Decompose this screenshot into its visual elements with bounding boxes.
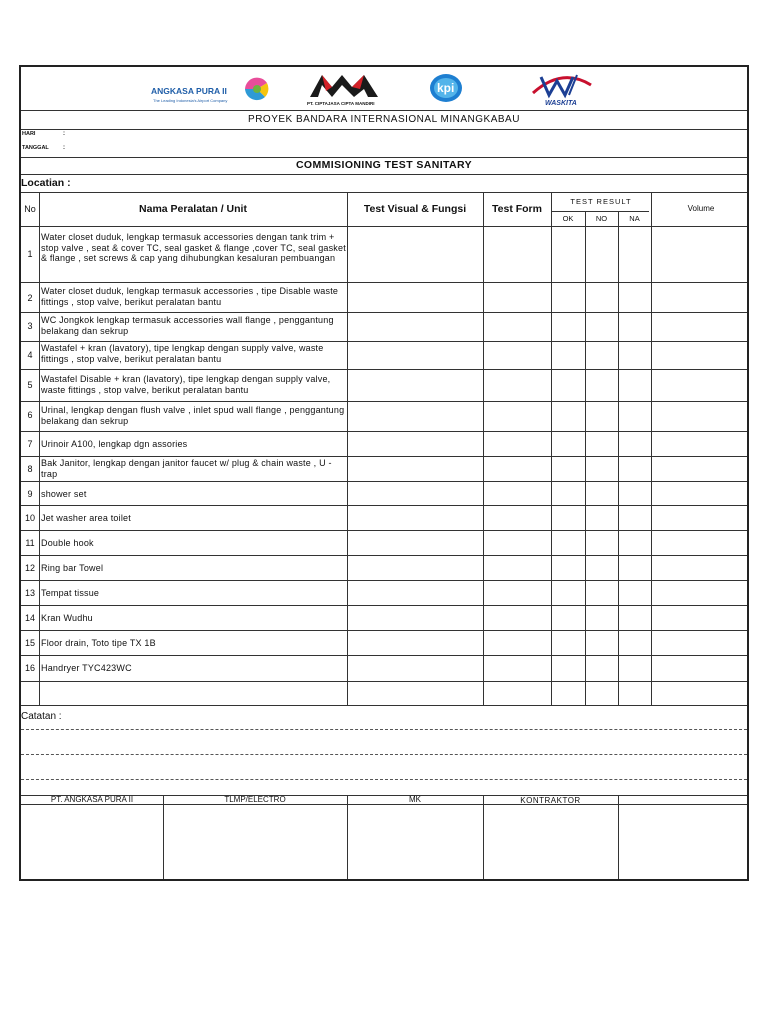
row-number: 7	[27, 439, 33, 449]
row-number: 5	[27, 380, 33, 390]
header-ok: OK	[562, 214, 574, 223]
row-number: 15	[24, 638, 35, 648]
signature-kontraktor: KONTRAKTOR	[520, 796, 581, 805]
signature-tlmp: TLMP/ELECTRO	[224, 795, 286, 804]
tanggal-colon: :	[63, 145, 65, 151]
row-description: Bak Janitor, lengkap dengan janitor faucet w/ plug & chain waste , U - trap	[41, 458, 332, 479]
row-number: 8	[27, 464, 33, 474]
row-description: Kran Wudhu	[41, 613, 93, 623]
header-visual: Test Visual & Fungsi	[363, 203, 467, 215]
header-nama: Nama Peralatan / Unit	[139, 203, 247, 215]
commissioning-form	[19, 65, 749, 881]
row-description: Double hook	[41, 538, 94, 548]
angkasa-name: ANGKASA PURA II	[151, 86, 227, 96]
row-number: 13	[24, 588, 35, 598]
tanggal-label: TANGGAL	[22, 145, 49, 151]
header-no: No	[24, 204, 36, 214]
header-form: Test Form	[492, 203, 542, 215]
row-number: 9	[27, 489, 33, 499]
waskita-name: WASKITA	[545, 100, 577, 107]
row-number: 16	[24, 663, 35, 673]
row-number: 3	[27, 321, 33, 331]
row-description: Water closet duduk, lengkap termasuk accessories , tipe Disable waste fittings , stop valve, berikut peralatan bantu	[41, 286, 339, 307]
header-na: NA	[629, 214, 640, 223]
header-volume: Volume	[687, 204, 715, 213]
row-description: Urinal, lengkap dengan flush valve , inlet spud wall flange , penggantung belakang dan sekrup	[41, 405, 345, 426]
cm-logo	[304, 71, 384, 109]
row-description: Urinoir A100, lengkap dgn assories	[41, 439, 188, 449]
row-number: 2	[27, 293, 33, 303]
row-number: 11	[25, 538, 35, 548]
row-description: shower set	[41, 489, 87, 499]
row-description: Wastafel + kran (lavatory), tipe lengkap dengan supply valve, waste fittings , stop valve, berikut peralatan bantu	[41, 343, 324, 364]
row-description: Floor drain, Toto tipe TX 1B	[41, 638, 156, 648]
row-description: Wastafel Disable + kran (lavatory), tipe lengkap dengan supply valve, waste fittings , stop valve, berikut peralatan bantu	[41, 374, 331, 395]
signature-mk: MK	[409, 795, 421, 804]
signature-angkasa: PT. ANGKASA PURA II	[50, 795, 134, 804]
row-description: Handryer TYC423WC	[41, 663, 132, 673]
row-number: 1	[27, 249, 33, 259]
row-number: 6	[27, 410, 33, 420]
waskita-logo	[529, 71, 599, 109]
row-number: 14	[24, 613, 35, 623]
angkasa-tagline: The Leading Indonesia's Airport Company	[153, 98, 228, 103]
hari-label: HARI	[22, 131, 36, 137]
row-description: WC Jongkok lengkap termasuk accessories wall flange , penggantung belakang dan sekrup	[41, 315, 334, 336]
location-label: Locatian :	[21, 177, 71, 189]
row-description: Water closet duduk, lengkap termasuk accessories dengan tank trim + stop valve , seat & cover TC, seal gasket & flange ,cover TC, seal gasket & flange , set screws & cap yang dihubungkan kesaluran pembuangan	[41, 232, 346, 263]
kpi-name: kpi	[437, 81, 455, 95]
notes-label: Catatan :	[21, 711, 62, 722]
row-number: 10	[24, 513, 35, 523]
hari-colon: :	[63, 131, 65, 137]
kpi-logo	[429, 73, 469, 105]
row-description: Ring bar Towel	[41, 563, 104, 573]
header-nok: NO	[595, 214, 608, 223]
row-number: 4	[27, 350, 33, 360]
logo-strip	[21, 67, 747, 110]
angkasa-pura-logo	[151, 73, 271, 107]
cm-name: PT. CIPTAJASA CIPTA MANDIRI	[307, 101, 375, 106]
row-description: Tempat tissue	[41, 588, 100, 598]
row-number: 12	[24, 563, 35, 573]
row-description: Jet washer area toilet	[41, 513, 131, 523]
header-test-result: TEST RESULT	[570, 197, 632, 206]
form-title: COMMISIONING TEST SANITARY	[295, 159, 473, 171]
project-title: PROYEK BANDARA INTERNASIONAL MINANGKABAU	[248, 114, 520, 125]
